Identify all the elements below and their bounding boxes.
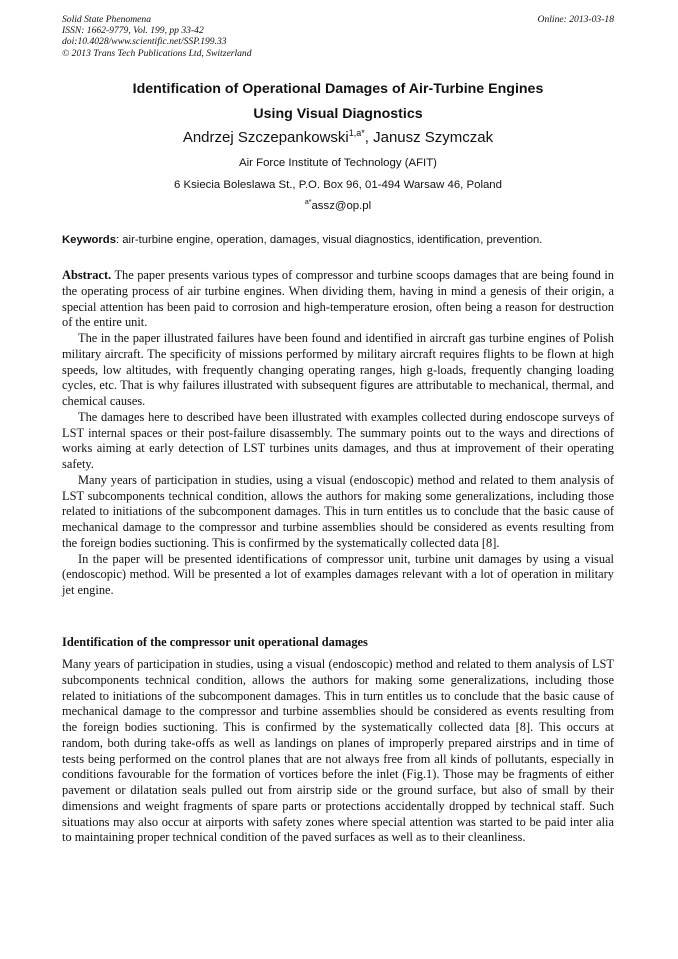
abstract-paragraph: In the paper will be presented identifications of compressor unit, turbine unit damages by using a visual (endoscopic) method. Will be presented a lot of examples damages relevant with a lot of operation in military jet engine. <box>62 551 614 597</box>
abstract-paragraph: The damages here to described have been illustrated with examples collected during endoscope surveys of LST internal spaces or their post-failure disassembly. The summary points out to the ways and directions of works aiming at early detection of LST turbines units damages, and thus at improvement of their operating safety. <box>62 409 614 471</box>
email-line <box>62 199 614 212</box>
paper-title-line-1: Identification of Operational Damages of Air-Turbine Engines <box>132 81 544 97</box>
abstract-paragraph <box>62 268 614 331</box>
author-1-affiliation-mark: 1,a* <box>348 128 365 138</box>
abstract-paragraph: The in the paper illustrated failures have been found and identified in aircraft gas turbine engines of Polish military aircraft. The specificity of missions performed by military aircraft requires flights to be flown at high speeds, low altitudes, with frequently changing operating ranges, high g-loads, frequently changing loading cycles, etc. That is why failures illustrated with subsequent figures are attributable to mechanical, thermal, and chemical causes. <box>62 331 614 408</box>
author-2: Janusz Szymczak <box>373 129 494 146</box>
paper-title-line-2: Using Visual Diagnostics <box>253 106 423 122</box>
author-separator: , <box>364 129 374 146</box>
running-header <box>62 14 614 59</box>
journal-name: Solid State Phenomena <box>62 14 151 25</box>
abstract <box>62 268 614 599</box>
copyright-line: © 2013 Trans Tech Publications Ltd, Switzerland <box>62 47 252 59</box>
keywords-label: Keywords <box>62 234 116 246</box>
abstract-label: Abstract. <box>62 268 112 282</box>
abstract-paragraph: Many years of participation in studies, using a visual (endoscopic) method and related to them analysis of LST subcomponents technical condition, allows the authors for making some generalizations, including those related to initiations of the subcomponent damages. This in turn entitles us to conclude that the basic cause of mechanical damage to the compressor and turbine assemblies should be considered as events resulting from the foreign bodies suctioning. This is confirmed by the systematically collected data [8]. <box>62 472 614 550</box>
doi-line: doi:10.4028/www.scientific.net/SSP.199.33 <box>62 36 227 48</box>
abstract-text-1: The paper presents various types of compressor and turbine scoops damages that are being found in the operating process of air turbine engines. When dividing them, having in mind a genesis of their origin, a special attention has been paid to corrosion and high-temperature erosion, often being a reason for destruction of the entire unit. <box>62 268 614 330</box>
section-paragraph: Many years of participation in studies, using a visual (endoscopic) method and related to them analysis of LST subcomponents technical condition, allows the authors for making some generalizations, including those related to initiations of the subcomponent damages. This in turn entitles us to conclude that the basic cause of mechanical damage to the compressor and turbine assemblies should be considered as events resulting from the foreign bodies suctioning. This is confirmed by the systematically collected data [8]. This occurs at random, both during take-offs as well as landings on planes of improperly prepared airstrips and in time of tests being performed on the control planes that are not always free from all kinds of pollutants, especially in conditions favourable for the formation of vortices before the inlet (Fig.1). Those may be fragments of either pavement or dilatation seals pulled out from airstrip side or the ground surface, but also of small by their dimensions and weight fragments of spare parts or protections accidentally dropped by technical staff. Such situations may also occur at airports with safety zones where special attention was started to be paid inter alia to maintaining proper technical condition of the paved surfaces as well as to their cleanliness. <box>62 657 614 845</box>
email-address[interactable]: assz@op.pl <box>311 199 372 212</box>
author-1: Andrzej Szczepankowski <box>182 129 349 146</box>
issn-line: ISSN: 1662-9779, Vol. 199, pp 33-42 <box>62 25 204 37</box>
affiliation: Air Force Institute of Technology (AFIT) <box>239 157 437 169</box>
section-heading: Identification of the compressor unit operational damages <box>62 635 368 649</box>
online-date: Online: 2013-03-18 <box>537 14 614 25</box>
email-mark: a* <box>304 199 312 206</box>
keywords <box>62 234 614 246</box>
section-body <box>62 657 614 846</box>
keywords-text: : air-turbine engine, operation, damages, visual diagnostics, identification, prevention. <box>116 234 543 246</box>
address: 6 Ksiecia Boleslawa St., P.O. Box 96, 01-494 Warsaw 46, Poland <box>174 179 502 191</box>
author-list <box>62 128 614 146</box>
